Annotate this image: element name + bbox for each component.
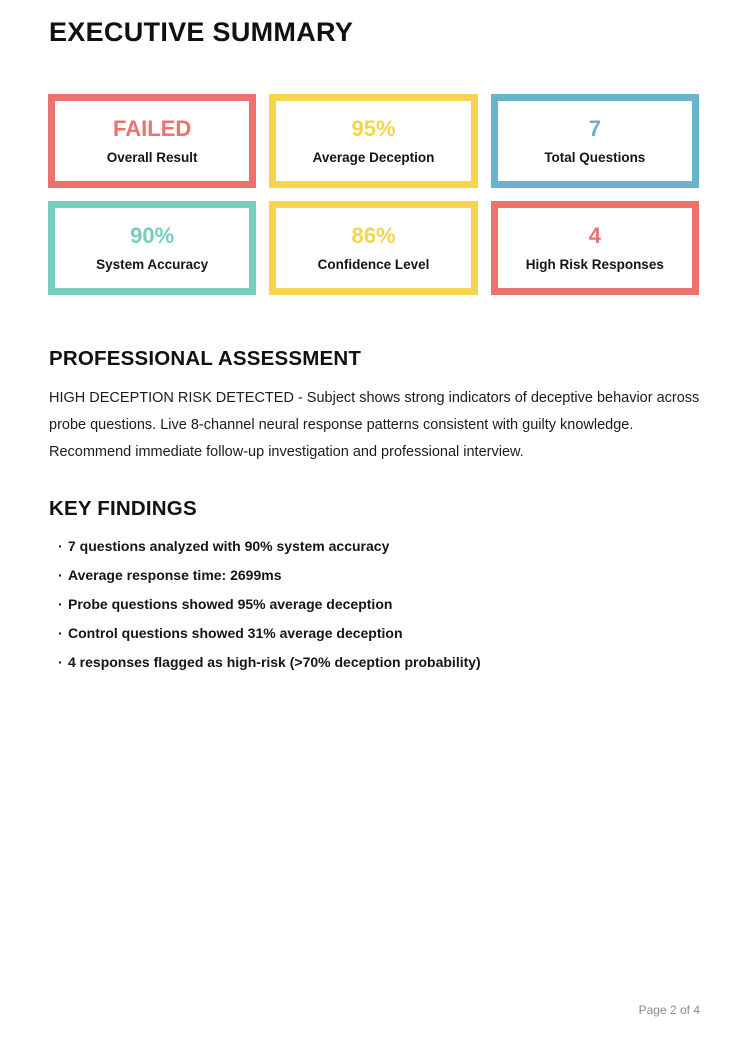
stat-value: 90% <box>130 223 175 248</box>
key-finding-item: · 7 questions analyzed with 90% system accuracy <box>68 537 743 555</box>
page-title: EXECUTIVE SUMMARY <box>49 17 354 47</box>
key-finding-item: · Average response time: 2699ms <box>68 566 743 584</box>
section-professional-assessment <box>49 348 743 466</box>
stat-label: Overall Result <box>106 150 198 165</box>
stat-value: 7 <box>588 116 601 141</box>
page-number: Page 2 of 4 <box>638 1003 700 1017</box>
stat-label: Total Questions <box>544 150 646 165</box>
stat-card <box>269 201 477 295</box>
professional-assessment-heading: PROFESSIONAL ASSESSMENT <box>49 347 362 370</box>
stat-value: 95% <box>351 116 396 141</box>
key-finding-item: · Probe questions showed 95% average deception <box>68 595 743 613</box>
stat-label: Confidence Level <box>317 257 430 272</box>
stat-card <box>269 94 477 188</box>
stat-value: 4 <box>588 223 601 248</box>
stat-card <box>48 201 256 295</box>
key-finding-item: · 4 responses flagged as high-risk (>70% deception probability) <box>68 653 743 671</box>
key-finding-item: · Control questions showed 31% average deception <box>68 624 743 642</box>
key-findings-list <box>49 537 743 671</box>
stat-cards-grid <box>48 94 699 295</box>
stat-card <box>491 201 699 295</box>
stat-label: Average Deception <box>312 150 435 165</box>
stat-value: FAILED <box>113 116 192 141</box>
stat-value: 86% <box>351 223 396 248</box>
stat-label: System Accuracy <box>96 257 209 272</box>
stat-card <box>491 94 699 188</box>
section-key-findings <box>49 498 743 671</box>
key-findings-heading: KEY FINDINGS <box>49 497 197 520</box>
stat-card <box>48 94 256 188</box>
assessment-paragraph: HIGH DECEPTION RISK DETECTED - Subject shows strong indicators of deceptive behavior across probe questions. Live 8-channel neural response patterns consistent with guilty knowledge. Recommend immediate follow-up investigation and professional interview. <box>49 390 700 460</box>
stat-label: High Risk Responses <box>525 257 664 272</box>
